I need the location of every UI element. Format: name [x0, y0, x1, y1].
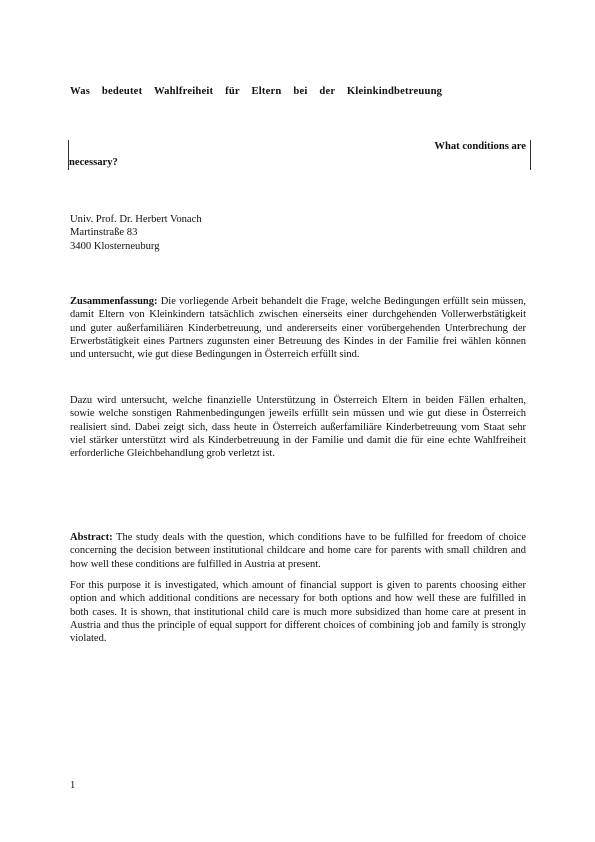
page-number: 1 [70, 780, 76, 791]
page-title: Was bedeutet Wahlfreiheit für Eltern bei der Kleinkindbetreuung [70, 86, 443, 97]
author-name: Univ. Prof. Dr. Herbert Vonach [70, 214, 202, 225]
author-block [70, 213, 202, 253]
subtitle-line-2: necessary? [69, 157, 118, 168]
abstract-text-1: The study deals with the question, which conditions have to be fulfilled for freedom of choice concerning the decision between institutional childcare and home care for parents with small children and how well these conditions are fulfilled in Austria at present. [70, 532, 526, 570]
abstract-label: Abstract: [70, 532, 113, 543]
abstract-paragraph-2: For this purpose it is investigated, which amount of financial support is given to parents choosing either option and which additional conditions are necessary for both options and how well these are fulfilled in both cases. It is shown, that institutional child care is much more subsidized than home care at present in Austria and thus the principle of equal support for different choices of combining job and family is strongly violated. [70, 580, 526, 645]
zusammenfassung-text-1: Die vorliegende Arbeit behandelt die Frage, welche Bedingungen erfüllt sein müssen, damit Eltern von Kleinkindern tatsächlich zwischen einerseits einer durchgehenden Vollerwerbstätigkeit und guter außerfamiliären Kinderbetreuung, und andererseits einer vorübergehenden Unterbrechung der Erwerbstätigkeit eines Partners zugunsten einer Betreuung des Kindes in der Familie frei wählen können und untersucht, wie gut diese Bedingungen in Österreich erfüllt sind. [70, 296, 526, 361]
zusammenfassung-label: Zusammenfassung: [70, 296, 158, 307]
subtitle-block [68, 140, 531, 170]
zusammenfassung-paragraph-1 [70, 295, 526, 361]
author-street: Martinstraße 83 [70, 227, 138, 239]
author-city: 3400 Klosterneuburg [70, 240, 160, 252]
zusammenfassung-paragraph-2: Dazu wird untersucht, welche finanzielle Unterstützung in Österreich Eltern in beiden Fällen erhalten, sowie welche sonstigen Rahmenbedingungen jeweils erfüllt sein müssen und wie gut diese in Österreich realisiert sind. Dabei zeigt sich, dass heute in Österreich außerfamiliäre Kinderbetreuung vom Staat sehr viel stärker unterstützt wird als Kinderbetreuung in der Familie und damit die für eine echte Wahlfreiheit erforderliche Gleichbehandlung grob verletzt ist. [70, 395, 526, 460]
subtitle-line-1: What conditions are [434, 141, 526, 152]
abstract-paragraph-1 [70, 531, 526, 571]
